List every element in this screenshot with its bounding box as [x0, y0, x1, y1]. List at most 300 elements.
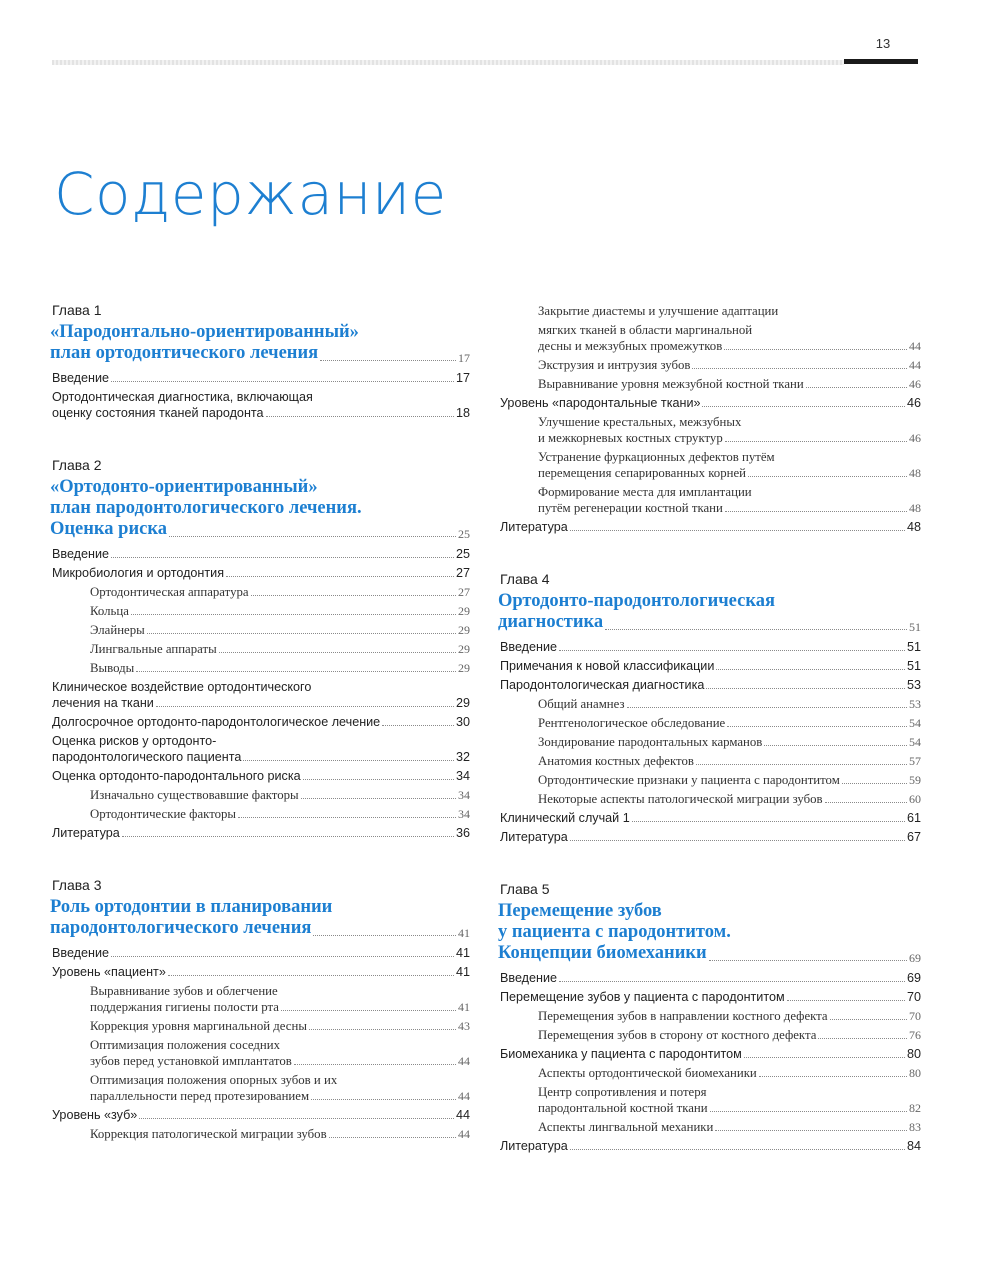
toc-entry-row — [50, 584, 470, 600]
chapter-label: Глава 5 — [500, 881, 550, 897]
dot-leader — [313, 935, 456, 936]
toc-entry-text: Пародонтологическая диагностика — [500, 678, 705, 692]
dot-leader — [570, 530, 905, 531]
toc-entry-row — [50, 641, 470, 657]
toc-entry-text: Литература — [500, 830, 568, 844]
chapter-title-line[interactable]: у пациента с пародонтитом. — [498, 922, 731, 942]
toc-entry-row — [50, 370, 470, 386]
toc-page-number: 44 — [458, 1127, 470, 1141]
toc-entry-text: Центр сопротивления и потеря — [538, 1085, 707, 1099]
dot-leader — [266, 416, 454, 417]
dot-leader — [136, 671, 456, 672]
dot-leader — [806, 387, 907, 388]
toc-entry-text: Аспекты ортодонтической биомеханики — [538, 1066, 757, 1080]
toc-entry[interactable] — [50, 825, 470, 841]
dot-leader — [632, 821, 905, 822]
chapter-block — [498, 571, 921, 845]
toc-entry-text: Ортодонтическая аппаратура — [90, 585, 249, 599]
toc-entry-row — [50, 1088, 470, 1104]
toc-entry-row — [498, 1027, 921, 1043]
toc-entry-text: Анатомия костных дефектов — [538, 754, 694, 768]
toc-entry-row — [50, 405, 470, 421]
toc-entry[interactable] — [498, 639, 921, 655]
toc-entry-line — [498, 414, 921, 430]
toc-page-number: 29 — [458, 623, 470, 637]
toc-page-number: 69 — [906, 971, 921, 985]
dot-leader — [696, 764, 907, 765]
chapter-title-line[interactable]: план пародонтологического лечения. — [50, 498, 362, 518]
toc-subentry[interactable] — [498, 357, 921, 373]
toc-entry-row — [498, 810, 921, 826]
dot-leader — [706, 688, 905, 689]
toc-page-number: 70 — [909, 1009, 921, 1023]
toc-subentry[interactable] — [50, 1037, 470, 1069]
dot-leader — [709, 960, 907, 961]
toc-entry-text: Выравнивание уровня межзубной костной ткани — [538, 377, 804, 391]
dot-leader — [111, 557, 454, 558]
toc-entry-row — [498, 376, 921, 392]
toc-entry-row — [50, 768, 470, 784]
toc-subentry[interactable] — [498, 715, 921, 731]
toc-entry-row — [50, 1053, 470, 1069]
toc-entry-row — [498, 500, 921, 516]
toc-entry-text: Устранение фуркационных дефектов путём — [538, 450, 775, 464]
toc-entry[interactable] — [498, 658, 921, 674]
toc-page-number: 29 — [458, 661, 470, 675]
toc-entry-line — [498, 303, 921, 319]
chapter-label: Глава 3 — [52, 877, 102, 893]
toc-subentry[interactable] — [50, 603, 470, 619]
toc-entry[interactable] — [498, 395, 921, 411]
toc-page-number: 25 — [455, 547, 470, 561]
toc-subentry[interactable] — [50, 983, 470, 1015]
chapter-title-text: Концепции биомеханики — [498, 943, 707, 963]
dot-leader — [692, 368, 907, 369]
toc-entry-row — [498, 357, 921, 373]
dot-leader — [169, 536, 456, 537]
chapter-label: Глава 2 — [52, 457, 102, 473]
toc-entry[interactable] — [498, 810, 921, 826]
toc-subentry[interactable] — [498, 791, 921, 807]
toc-entry-text: Коррекция уровня маргинальной десны — [90, 1019, 307, 1033]
toc-entry-row — [498, 696, 921, 712]
toc-entry-row — [498, 1100, 921, 1116]
toc-entry-row — [498, 1138, 921, 1154]
toc-page-number: 34 — [458, 807, 470, 821]
toc-entry-row — [498, 1065, 921, 1081]
toc-entry-row — [498, 970, 921, 986]
toc-page-number: 44 — [455, 1108, 470, 1122]
toc-entry[interactable] — [498, 829, 921, 845]
dot-leader — [294, 1064, 456, 1065]
toc-subentry[interactable] — [498, 696, 921, 712]
chapter-label: Глава 1 — [52, 302, 102, 318]
dot-leader — [168, 975, 454, 976]
toc-subentry[interactable] — [50, 1126, 470, 1142]
dot-leader — [764, 745, 907, 746]
dot-leader — [156, 706, 454, 707]
chapter-title-text: пародонтологического лечения — [50, 918, 312, 938]
toc-entry-row — [498, 715, 921, 731]
toc-page-number: 54 — [909, 716, 921, 730]
toc-entry[interactable] — [498, 519, 921, 535]
chapter-block — [498, 303, 921, 535]
toc-entry-text: Перемещение зубов у пациента с пародонтитом — [500, 990, 785, 1004]
toc-entry-text: Выравнивание зубов и облегчение — [90, 984, 278, 998]
toc-entry-text: Оптимизация положения опорных зубов и их — [90, 1073, 338, 1087]
toc-subentry[interactable] — [498, 753, 921, 769]
toc-page-number: 29 — [458, 642, 470, 656]
toc-entry-text: Примечания к новой классификации — [500, 659, 715, 673]
toc-entry-text: пародонтальной костной ткани — [538, 1101, 708, 1115]
toc-page-number: 67 — [906, 830, 921, 844]
toc-page-number: 80 — [909, 1066, 921, 1080]
toc-page-number: 44 — [458, 1089, 470, 1103]
toc-page-number: 43 — [458, 1019, 470, 1033]
toc-entry[interactable] — [50, 714, 470, 730]
toc-entry-text: Элайнеры — [90, 623, 145, 637]
toc-page-number: 36 — [455, 826, 470, 840]
toc-entry-text: Оценка рисков у ортодонто- — [52, 734, 217, 748]
toc-entry[interactable] — [50, 546, 470, 562]
toc-subentry[interactable] — [50, 584, 470, 600]
toc-entry[interactable] — [50, 389, 470, 421]
toc-entry-row — [50, 806, 470, 822]
dot-leader — [748, 476, 907, 477]
toc-entry-row — [50, 787, 470, 803]
toc-entry-text: Общий анамнез — [538, 697, 625, 711]
dot-leader — [131, 614, 456, 615]
toc-entry[interactable] — [498, 1046, 921, 1062]
chapter-block — [498, 881, 921, 1154]
toc-entry-text: Литература — [500, 1139, 568, 1153]
toc-entry[interactable] — [50, 768, 470, 784]
toc-subentry[interactable] — [50, 641, 470, 657]
chapter-title-row[interactable] — [50, 519, 470, 540]
page-number: 13 — [875, 36, 891, 51]
toc-entry-text: перемещения сепарированных корней — [538, 466, 746, 480]
toc-entry[interactable] — [50, 733, 470, 765]
dot-leader — [226, 576, 454, 577]
dot-leader — [281, 1010, 456, 1011]
chapter-label: Глава 4 — [500, 571, 550, 587]
toc-subentry[interactable] — [498, 1119, 921, 1135]
toc-subentry[interactable] — [50, 787, 470, 803]
chapter-title-line[interactable]: Перемещение зубов — [498, 901, 662, 921]
chapter-block — [50, 877, 470, 1142]
dot-leader — [702, 406, 905, 407]
toc-page-number: 51 — [906, 659, 921, 673]
dot-leader — [570, 840, 905, 841]
dot-leader — [559, 650, 905, 651]
toc-page-number: 30 — [455, 715, 470, 729]
toc-left-column — [50, 300, 470, 1178]
toc-entry-line — [50, 733, 470, 749]
dot-leader — [627, 707, 907, 708]
toc-entry-text: Перемещения зубов в направлении костного дефекта — [538, 1009, 828, 1023]
toc-page-number: 80 — [906, 1047, 921, 1061]
toc-entry[interactable] — [498, 989, 921, 1005]
toc-subentry[interactable] — [498, 734, 921, 750]
toc-entry[interactable] — [50, 565, 470, 581]
toc-page-number: 69 — [909, 951, 921, 965]
toc-subentry[interactable] — [50, 1072, 470, 1104]
toc-entry-text: Литература — [500, 520, 568, 534]
toc-entry-text: Введение — [52, 371, 110, 385]
toc-entry-text: зубов перед установкой имплантатов — [90, 1054, 292, 1068]
toc-page-number: 53 — [909, 697, 921, 711]
toc-page-number: 17 — [455, 371, 470, 385]
dot-leader — [727, 726, 907, 727]
toc-entry-text: Некоторые аспекты патологической миграции зубов — [538, 792, 823, 806]
toc-page-number: 27 — [458, 585, 470, 599]
toc-entry-row — [498, 465, 921, 481]
toc-entry-row — [50, 945, 470, 961]
dot-leader — [787, 1000, 905, 1001]
toc-entry-row — [498, 639, 921, 655]
toc-page-number: 51 — [906, 640, 921, 654]
chapter-title-row[interactable] — [50, 343, 470, 364]
toc-subentry[interactable] — [498, 303, 921, 354]
dot-leader — [570, 1149, 905, 1150]
toc-entry-text: Лингвальные аппараты — [90, 642, 217, 656]
toc-entry[interactable] — [498, 677, 921, 693]
toc-entry-text: Уровень «зуб» — [52, 1108, 138, 1122]
toc-page-number: 34 — [455, 769, 470, 783]
toc-entry-text: Биомеханика у пациента с пародонтитом — [500, 1047, 742, 1061]
dot-leader — [147, 633, 456, 634]
dot-leader — [725, 511, 907, 512]
toc-entry-row — [498, 395, 921, 411]
toc-entry-line — [50, 1072, 470, 1088]
toc-entry-text: Введение — [500, 971, 558, 985]
toc-page-number: 29 — [458, 604, 470, 618]
toc-entry-row — [50, 714, 470, 730]
toc-entry-row — [498, 338, 921, 354]
chapter-title-text: Оценка риска — [50, 519, 167, 539]
toc-entry-text: Зондирование пародонтальных карманов — [538, 735, 763, 749]
toc-entry[interactable] — [50, 370, 470, 386]
toc-entry[interactable] — [50, 679, 470, 711]
dot-leader — [139, 1118, 454, 1119]
dot-leader — [251, 595, 456, 596]
toc-entry-text: Ортодонтические факторы — [90, 807, 237, 821]
dot-leader — [122, 836, 454, 837]
toc-entry-text: Рентгенологическое обследование — [538, 716, 726, 730]
toc-subentry[interactable] — [498, 1027, 921, 1043]
toc-page-number: 51 — [909, 620, 921, 634]
toc-entry-line — [50, 983, 470, 999]
toc-entry-text: Ортодонтические признаки у пациента с пародонтитом — [538, 773, 840, 787]
toc-subentry[interactable] — [50, 660, 470, 676]
toc-entry-text: Аспекты лингвальной механики — [538, 1120, 714, 1134]
toc-subentry[interactable] — [498, 414, 921, 446]
toc-entry-text: мягких тканей в области маргинальной — [538, 323, 753, 337]
chapter-title-row[interactable] — [498, 943, 921, 964]
toc-subentry[interactable] — [498, 1065, 921, 1081]
toc-page-number: 41 — [455, 946, 470, 960]
toc-right-column — [498, 300, 921, 1190]
toc-page-number: 53 — [906, 678, 921, 692]
toc-page-number: 82 — [909, 1101, 921, 1115]
toc-entry-text: Улучшение крестальных, межзубных — [538, 415, 742, 429]
toc-entry-row — [50, 546, 470, 562]
dot-leader — [842, 783, 907, 784]
toc-page-number: 70 — [906, 990, 921, 1004]
toc-entry-row — [50, 1126, 470, 1142]
chapter-title-line[interactable]: Роль ортодонтии в планировании — [50, 897, 333, 917]
toc-subentry[interactable] — [50, 622, 470, 638]
toc-entry-text: Клинический случай 1 — [500, 811, 630, 825]
toc-entry-row — [50, 1107, 470, 1123]
toc-entry-row — [50, 622, 470, 638]
toc-entry-line — [498, 484, 921, 500]
toc-page-number: 25 — [458, 527, 470, 541]
toc-page-number: 41 — [455, 965, 470, 979]
chapter-title-line[interactable]: «Ортодонто-ориентированный» — [50, 477, 318, 497]
toc-entry-text: Введение — [500, 640, 558, 654]
dot-leader — [710, 1111, 907, 1112]
page-title: Содержание — [54, 160, 447, 228]
dot-leader — [238, 817, 456, 818]
toc-entry-text: Клиническое воздействие ортодонтического — [52, 680, 312, 694]
toc-entry-text: Оптимизация положения соседних — [90, 1038, 281, 1052]
toc-page-number: 48 — [906, 520, 921, 534]
toc-page-number: 48 — [909, 466, 921, 480]
dot-leader — [818, 1038, 907, 1039]
toc-entry-text: поддержания гигиены полости рта — [90, 1000, 279, 1014]
toc-entry-text: Введение — [52, 547, 110, 561]
dot-leader — [311, 1099, 456, 1100]
chapter-block — [50, 457, 470, 841]
toc-entry-row — [50, 660, 470, 676]
toc-entry-text: Уровень «пародонтальные ткани» — [500, 396, 701, 410]
toc-entry-text: Перемещения зубов в сторону от костного дефекта — [538, 1028, 817, 1042]
toc-page-number: 60 — [909, 792, 921, 806]
toc-page-number: 44 — [458, 1054, 470, 1068]
toc-subentry[interactable] — [50, 806, 470, 822]
dot-leader — [830, 1019, 907, 1020]
toc-page-number: 44 — [909, 339, 921, 353]
toc-entry[interactable] — [50, 1107, 470, 1123]
dot-leader — [301, 798, 456, 799]
toc-entry-row — [50, 1018, 470, 1034]
chapter-block — [50, 302, 470, 421]
toc-page-number: 83 — [909, 1120, 921, 1134]
toc-entry[interactable] — [498, 1138, 921, 1154]
chapter-title-row[interactable] — [50, 918, 470, 939]
dot-leader — [303, 779, 454, 780]
toc-entry-row — [50, 999, 470, 1015]
toc-page-number: 84 — [906, 1139, 921, 1153]
dot-leader — [219, 652, 456, 653]
toc-page-number: 46 — [909, 377, 921, 391]
toc-entry-text: пародонтологического пациента — [52, 750, 242, 764]
toc-entry-text: Закрытие диастемы и улучшение адаптации — [538, 304, 779, 318]
toc-subentry[interactable] — [498, 772, 921, 788]
chapter-title-line[interactable]: «Пародонтально-ориентированный» — [50, 322, 359, 342]
toc-entry-text: Уровень «пациент» — [52, 965, 166, 979]
toc-entry-row — [498, 430, 921, 446]
toc-entry-text: Экструзия и интрузия зубов — [538, 358, 691, 372]
toc-page-number: 29 — [455, 696, 470, 710]
toc-page-number: 17 — [458, 351, 470, 365]
toc-entry-text: Выводы — [90, 661, 135, 675]
toc-subentry[interactable] — [498, 1084, 921, 1116]
toc-page-number: 34 — [458, 788, 470, 802]
dot-leader — [725, 441, 907, 442]
toc-entry-text: Изначально существовавшие факторы — [90, 788, 299, 802]
header-rule — [52, 60, 844, 65]
chapter-title-row[interactable] — [498, 612, 921, 633]
header-rule-accent — [844, 59, 918, 64]
toc-entry[interactable] — [50, 945, 470, 961]
chapter-title-text: диагностика — [498, 612, 604, 632]
toc-page-number: 59 — [909, 773, 921, 787]
chapter-title-line[interactable]: Ортодонто-пародонтологическая — [498, 591, 775, 611]
dot-leader — [243, 760, 454, 761]
dot-leader — [382, 725, 454, 726]
toc-entry-line — [50, 679, 470, 695]
dot-leader — [744, 1057, 905, 1058]
toc-page-number: 54 — [909, 735, 921, 749]
toc-subentry[interactable] — [50, 1018, 470, 1034]
toc-entry-text: десны и межзубных промежутков — [538, 339, 723, 353]
dot-leader — [329, 1137, 456, 1138]
toc-subentry[interactable] — [498, 1008, 921, 1024]
toc-entry-row — [50, 825, 470, 841]
toc-page-number: 27 — [455, 566, 470, 580]
toc-entry-text: Оценка ортодонто-пародонтального риска — [52, 769, 301, 783]
toc-entry[interactable] — [50, 964, 470, 980]
toc-entry-text: и межкорневых костных структур — [538, 431, 723, 445]
toc-entry-row — [50, 749, 470, 765]
toc-entry-line — [50, 1037, 470, 1053]
toc-entry-text: путём регенерации костной ткани — [538, 501, 723, 515]
toc-entry-text: Формирование места для имплантации — [538, 485, 752, 499]
toc-entry-line — [498, 322, 921, 338]
toc-entry-row — [498, 772, 921, 788]
toc-entry[interactable] — [498, 970, 921, 986]
toc-entry-row — [498, 677, 921, 693]
dot-leader — [320, 360, 456, 361]
dot-leader — [716, 669, 905, 670]
toc-entry-line — [50, 389, 470, 405]
toc-entry-row — [498, 1008, 921, 1024]
toc-page-number: 46 — [906, 396, 921, 410]
toc-page-number: 41 — [458, 1000, 470, 1014]
toc-page-number: 76 — [909, 1028, 921, 1042]
dot-leader — [559, 981, 905, 982]
toc-entry-row — [498, 829, 921, 845]
chapter-title-text: план ортодонтического лечения — [50, 343, 319, 363]
toc-page-number: 48 — [909, 501, 921, 515]
toc-entry-row — [498, 791, 921, 807]
dot-leader — [605, 629, 907, 630]
toc-entry-line — [498, 449, 921, 465]
toc-entry-row — [50, 964, 470, 980]
toc-subentry[interactable] — [498, 484, 921, 516]
toc-page-number: 57 — [909, 754, 921, 768]
toc-subentry[interactable] — [498, 449, 921, 481]
toc-entry-text: Введение — [52, 946, 110, 960]
toc-entry-text: Долгосрочное ортодонто-пародонтологическое лечение — [52, 715, 381, 729]
toc-entry-row — [50, 695, 470, 711]
toc-subentry[interactable] — [498, 376, 921, 392]
toc-page-number: 41 — [458, 926, 470, 940]
toc-entry-row — [498, 734, 921, 750]
toc-entry-line — [498, 1084, 921, 1100]
